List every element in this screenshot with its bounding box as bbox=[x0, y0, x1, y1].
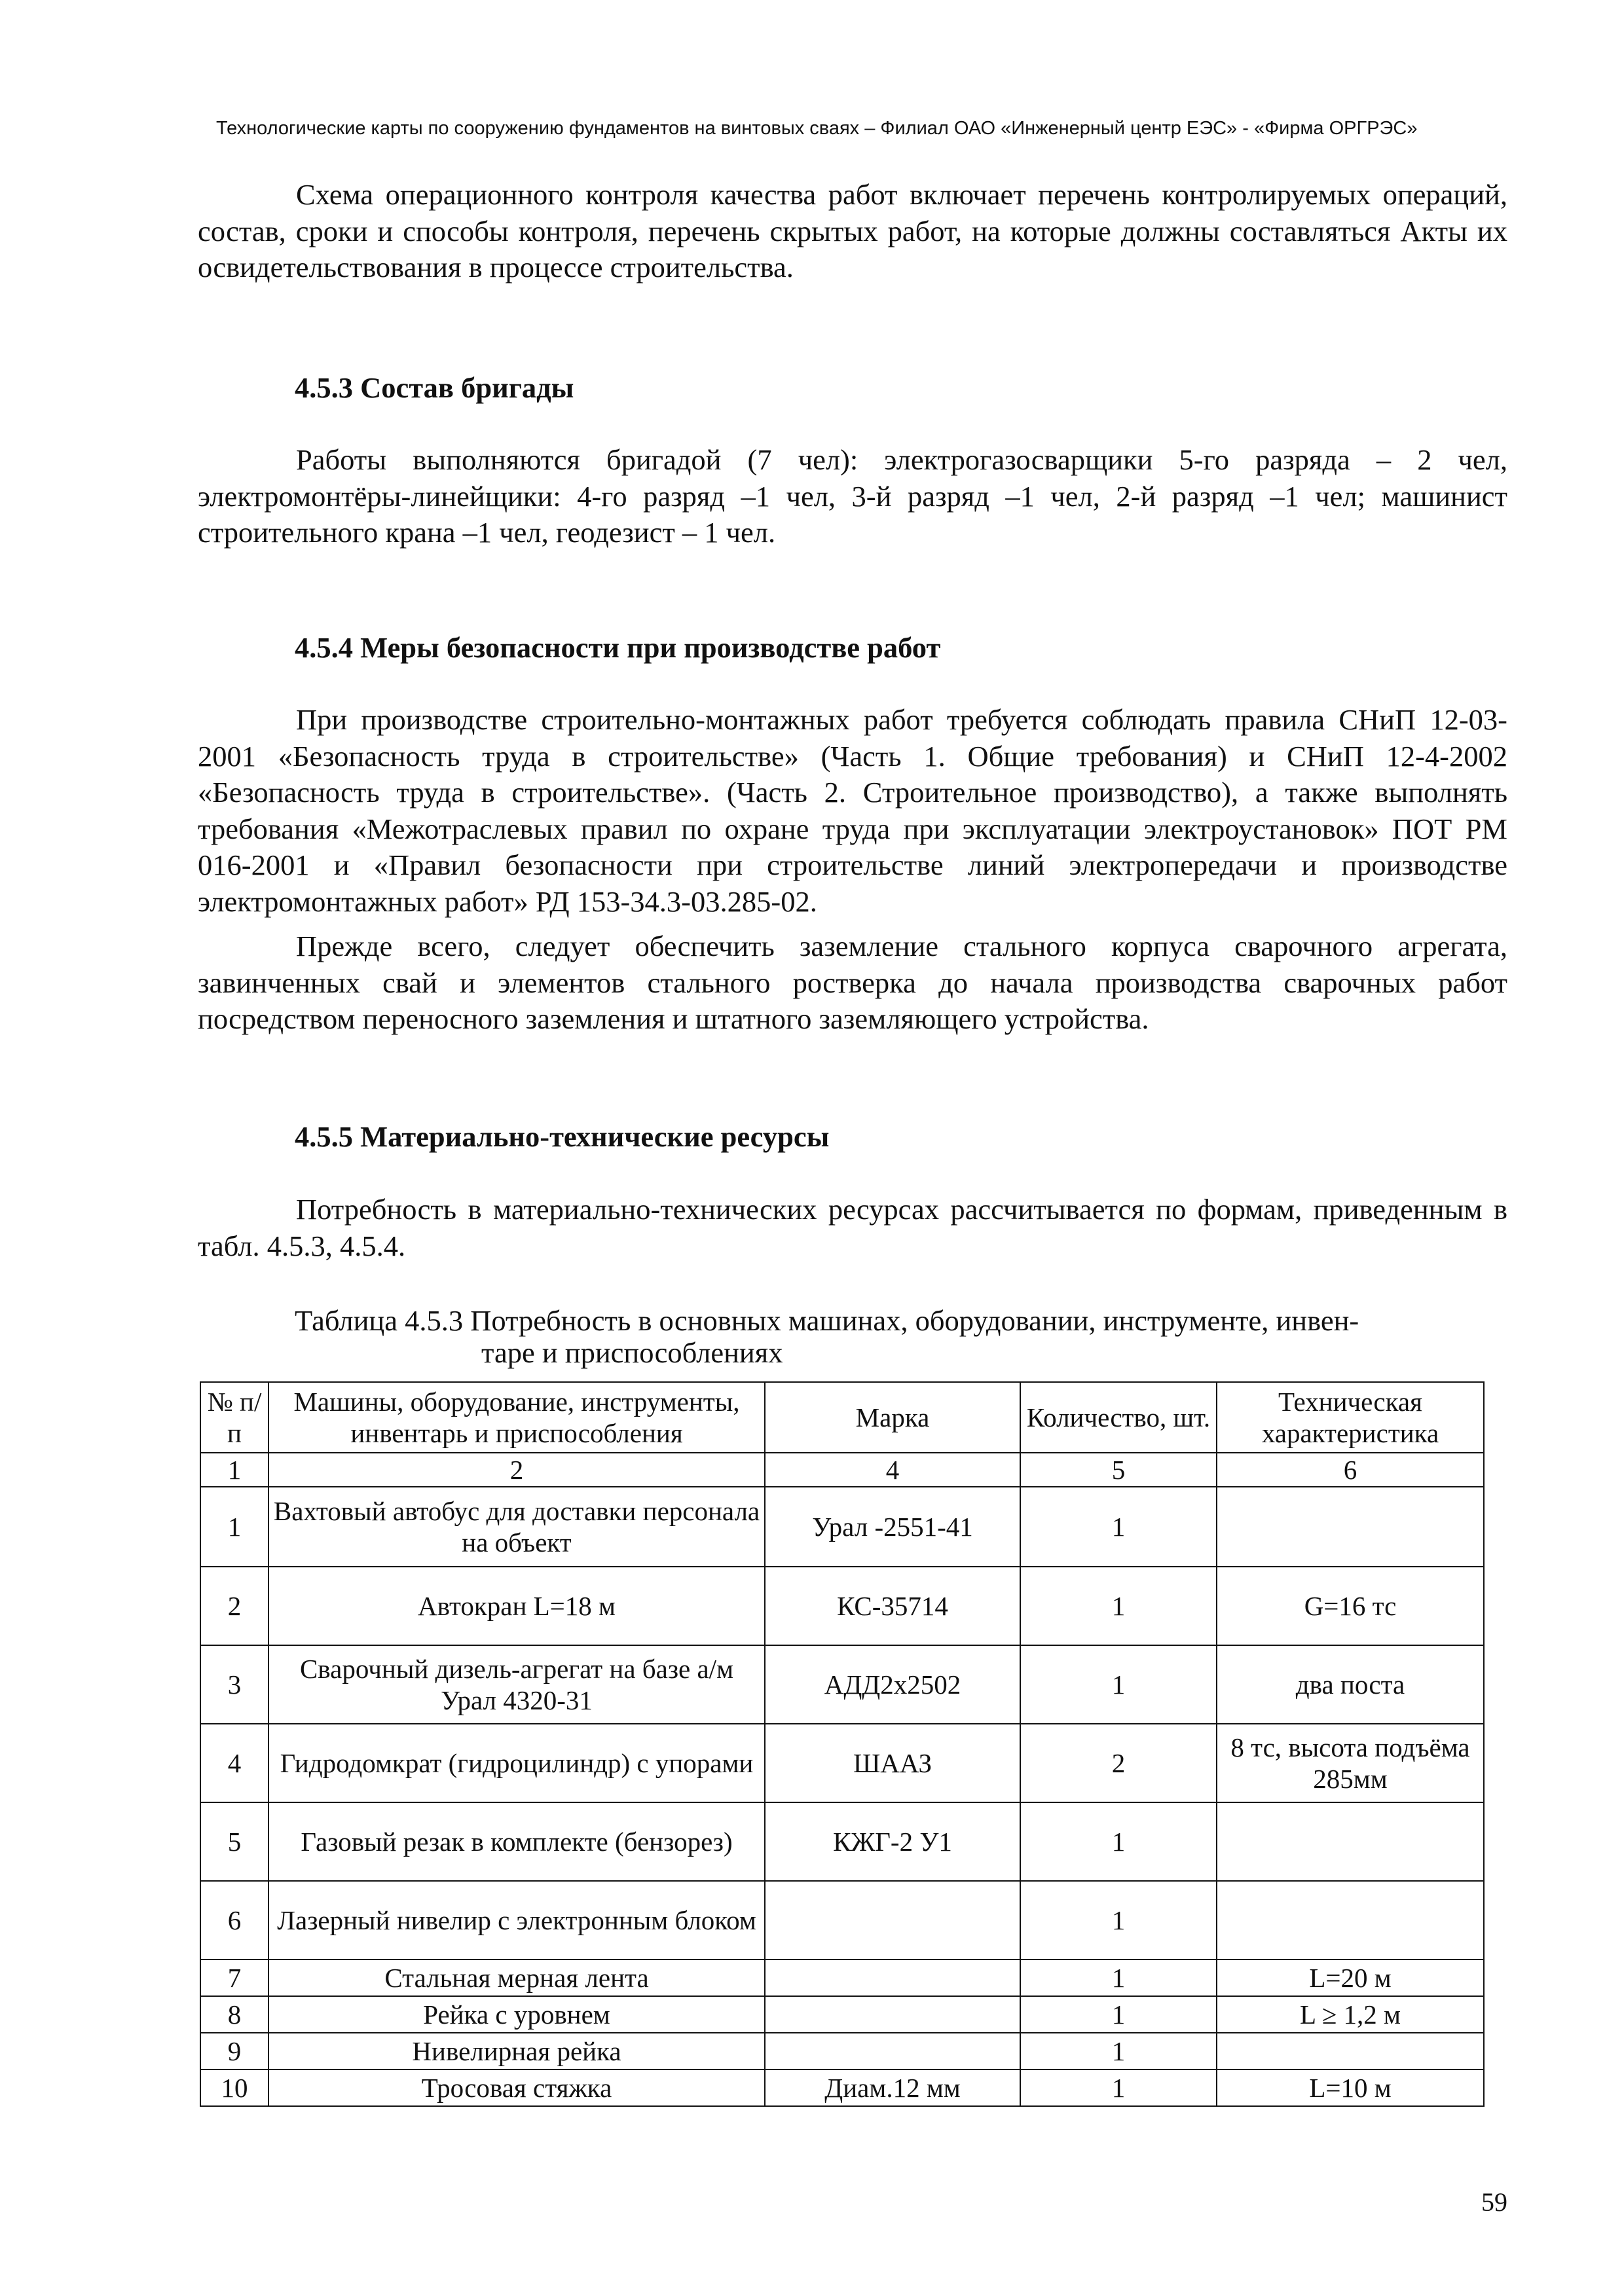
section-4-5-4-paragraph-1: При производстве строительно-монтажных работ требуется соблюдать правила СНиП 12-03-2001 «Безопасность труда в строительстве» (Часть 1. Общие требования) и СНиП 12-4-2002 «Безопасность труда в строительстве». (Часть 2. Строительное производство), а также выполнять требования «Межотраслевых правил по охране труда при эксплуатации электроустановок» ПОТ РМ 016-2001 и «Правил безопасности при строительстве линий электропередачи и производстве электромонтажных работ» РД 153-34.3-03.285-02. bbox=[198, 703, 1507, 918]
section-4-5-3-title: 4.5.3 Состав бригады bbox=[295, 371, 574, 404]
row-name: Сварочный дизель-агрегат на базе а/м Урал 4320-31 bbox=[268, 1645, 765, 1724]
row-name: Нивелирная рейка bbox=[268, 2033, 765, 2069]
column-number: 2 bbox=[268, 1453, 765, 1487]
row-qty: 1 bbox=[1020, 2069, 1217, 2106]
section-4-5-4-paragraph-2: Прежде всего, следует обеспечить заземление стального корпуса сварочного агрегата, завинченных свай и элементов стального ростверка до начала производства сварочных работ посредством переносного заземления и штатного заземляющего устройства. bbox=[198, 930, 1507, 1035]
row-name: Вахтовый автобус для доставки персонала на объект bbox=[268, 1487, 765, 1567]
page-number: 59 bbox=[1481, 2187, 1507, 2217]
table-row bbox=[200, 1645, 1484, 1724]
column-number: 1 bbox=[200, 1453, 268, 1487]
row-name: Лазерный нивелир с электронным блоком bbox=[268, 1881, 765, 1959]
table-row bbox=[200, 1881, 1484, 1959]
row-spec: L ≥ 1,2 м bbox=[1217, 1996, 1484, 2033]
row-spec bbox=[1217, 1881, 1484, 1959]
row-number: 3 bbox=[200, 1645, 268, 1724]
column-number: 5 bbox=[1020, 1453, 1217, 1487]
row-qty: 1 bbox=[1020, 1645, 1217, 1724]
header-qty: Количество, шт. bbox=[1020, 1382, 1217, 1453]
row-brand: Урал -2551-41 bbox=[765, 1487, 1020, 1567]
row-spec: L=10 м bbox=[1217, 2069, 1484, 2106]
row-spec: два поста bbox=[1217, 1645, 1484, 1724]
header-name: Машины, оборудование, инструменты, инвентарь и приспособления bbox=[268, 1382, 765, 1453]
intro-paragraph: Схема операционного контроля качества работ включает перечень контролируемых операций, состав, сроки и способы контроля, перечень скрытых работ, на которые должны составляться Акты их освидетельствования в процессе строительства. bbox=[198, 178, 1507, 283]
row-qty: 1 bbox=[1020, 2033, 1217, 2069]
row-number: 4 bbox=[200, 1724, 268, 1802]
row-spec: 8 тс, высота подъёма 285мм bbox=[1217, 1724, 1484, 1802]
row-spec bbox=[1217, 2033, 1484, 2069]
row-number: 9 bbox=[200, 2033, 268, 2069]
row-qty: 1 bbox=[1020, 1996, 1217, 2033]
table-row bbox=[200, 1802, 1484, 1881]
row-name: Тросовая стяжка bbox=[268, 2069, 765, 2106]
row-brand: КС-35714 bbox=[765, 1567, 1020, 1645]
header-brand: Марка bbox=[765, 1382, 1020, 1453]
row-number: 10 bbox=[200, 2069, 268, 2106]
row-name: Рейка с уровнем bbox=[268, 1996, 765, 2033]
row-number: 5 bbox=[200, 1802, 268, 1881]
row-spec: L=20 м bbox=[1217, 1959, 1484, 1996]
table-row bbox=[200, 1724, 1484, 1802]
table-row bbox=[200, 1487, 1484, 1567]
row-brand: КЖГ-2 У1 bbox=[765, 1802, 1020, 1881]
table-row bbox=[200, 1567, 1484, 1645]
section-4-5-5-text: Потребность в материально-технических ресурсах рассчитывается по формам, приведенным в табл. 4.5.3, 4.5.4. bbox=[198, 1193, 1507, 1262]
row-name: Автокран L=18 м bbox=[268, 1567, 765, 1645]
row-brand: АДД2х2502 bbox=[765, 1645, 1020, 1724]
row-brand: Диам.12 мм bbox=[765, 2069, 1020, 2106]
row-name: Гидродомкрат (гидроцилиндр) с упорами bbox=[268, 1724, 765, 1802]
row-brand: ШААЗ bbox=[765, 1724, 1020, 1802]
column-number: 4 bbox=[765, 1453, 1020, 1487]
row-qty: 1 bbox=[1020, 1802, 1217, 1881]
row-number: 7 bbox=[200, 1959, 268, 1996]
table-row bbox=[200, 1996, 1484, 2033]
header-spec: Техническая характеристика bbox=[1217, 1382, 1484, 1453]
header-num: № п/п bbox=[200, 1382, 268, 1453]
table-caption: Таблица 4.5.3 Потребность в основных машинах, оборудовании, инструменте, инвен- bbox=[295, 1304, 1359, 1337]
row-number: 8 bbox=[200, 1996, 268, 2033]
resources-table bbox=[200, 1381, 1485, 2107]
row-qty: 1 bbox=[1020, 1487, 1217, 1567]
row-qty: 1 bbox=[1020, 1567, 1217, 1645]
table-row bbox=[200, 2033, 1484, 2069]
row-brand bbox=[765, 1959, 1020, 1996]
row-brand bbox=[765, 2033, 1020, 2069]
section-4-5-3-text: Работы выполняются бригадой (7 чел): электрогазосварщики 5-го разряда – 2 чел, электромонтёры-линейщики: 4-го разряд –1 чел, 3-й разряд –1 чел, 2-й разряд –1 чел; машинист строительного крана –1 чел, геодезист – 1 чел. bbox=[198, 443, 1507, 549]
row-number: 1 bbox=[200, 1487, 268, 1567]
table-header-row bbox=[200, 1382, 1484, 1453]
row-brand bbox=[765, 1996, 1020, 2033]
column-number: 6 bbox=[1217, 1453, 1484, 1487]
column-numbers-row bbox=[200, 1453, 1484, 1487]
row-spec bbox=[1217, 1487, 1484, 1567]
row-number: 6 bbox=[200, 1881, 268, 1959]
table-row bbox=[200, 2069, 1484, 2106]
row-qty: 2 bbox=[1020, 1724, 1217, 1802]
row-qty: 1 bbox=[1020, 1959, 1217, 1996]
row-spec: G=16 тс bbox=[1217, 1567, 1484, 1645]
row-brand bbox=[765, 1881, 1020, 1959]
row-qty: 1 bbox=[1020, 1881, 1217, 1959]
section-4-5-5-title: 4.5.5 Материально-технические ресурсы bbox=[295, 1120, 830, 1153]
running-header: Технологические карты по сооружению фундаментов на винтовых сваях – Филиал ОАО «Инженерный центр ЕЭС» - «Фирма ОРГРЭС» bbox=[216, 118, 1418, 139]
section-4-5-4-title: 4.5.4 Меры безопасности при производстве работ bbox=[295, 631, 941, 664]
row-name: Газовый резак в комплекте (бензорез) bbox=[268, 1802, 765, 1881]
table-caption-continuation: таре и приспособлениях bbox=[481, 1336, 783, 1369]
table-row bbox=[200, 1959, 1484, 1996]
row-name: Стальная мерная лента bbox=[268, 1959, 765, 1996]
row-number: 2 bbox=[200, 1567, 268, 1645]
row-spec bbox=[1217, 1802, 1484, 1881]
